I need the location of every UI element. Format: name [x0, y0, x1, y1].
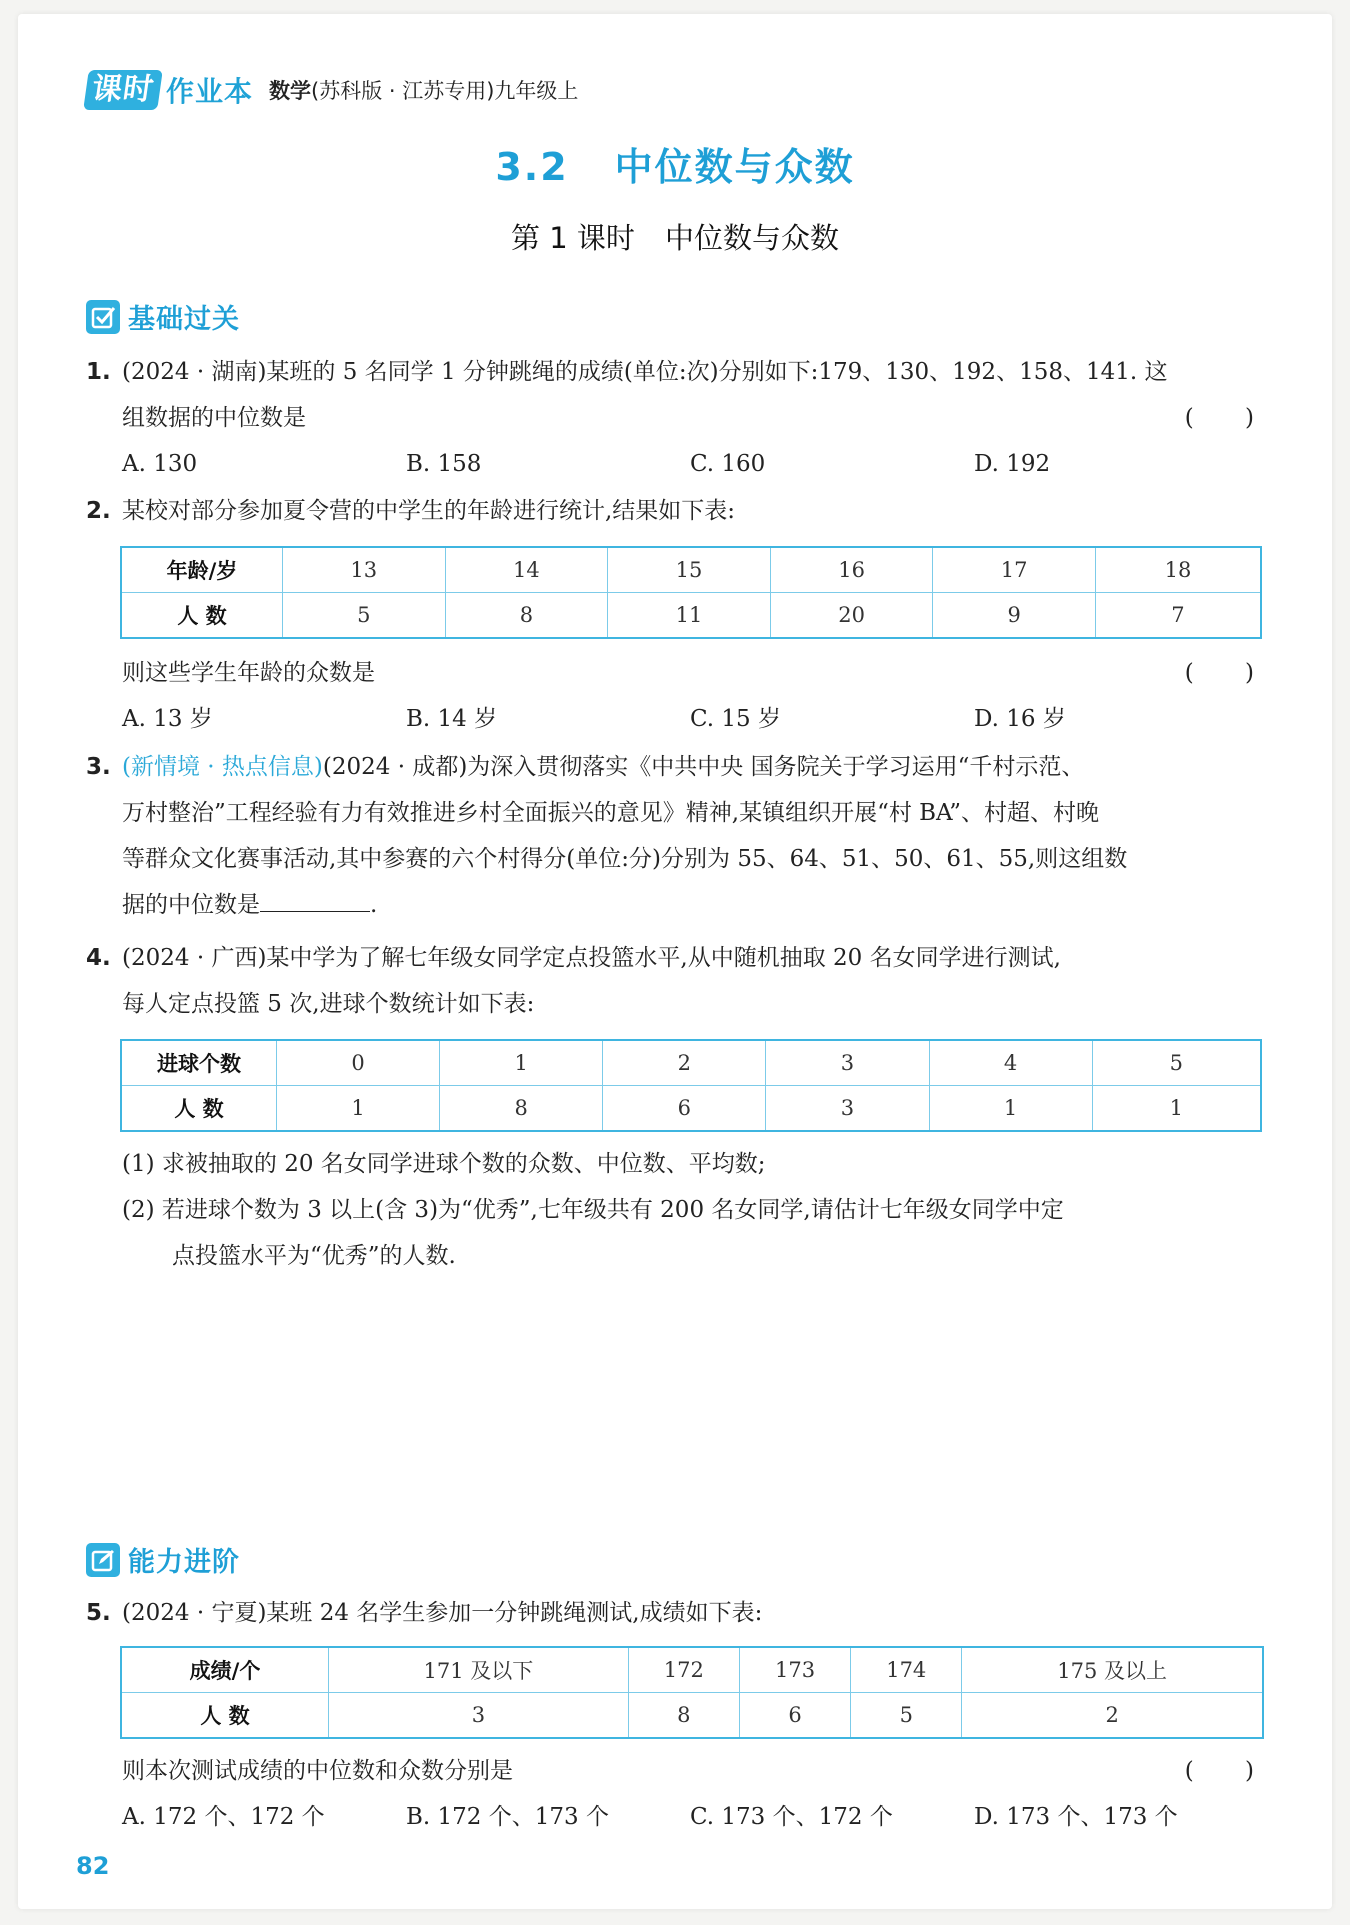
q4-sub1: (1) 求被抽取的 20 名女同学进球个数的众数、中位数、平均数; — [122, 1151, 766, 1177]
table-cell: 2 — [962, 1693, 1263, 1739]
q2-number: 2. — [86, 498, 111, 524]
q4-table-head-count: 人 数 — [121, 1086, 277, 1132]
q2-ask: 则这些学生年龄的众数是 — [122, 660, 375, 686]
q4-answer-area[interactable] — [120, 1290, 1260, 1530]
table-cell: 3 — [329, 1693, 629, 1739]
table-cell: 172 — [628, 1647, 739, 1693]
section-name: 中位数与众数 — [614, 145, 855, 189]
q5-stem: (2024 · 宁夏)某班 24 名学生参加一分钟跳绳测试,成绩如下表: — [122, 1600, 763, 1626]
table-cell: 6 — [739, 1693, 850, 1739]
q3-number: 3. — [86, 754, 111, 780]
table-cell: 8 — [445, 593, 608, 639]
q5-option-d[interactable]: D. 173 个、173 个 — [974, 1804, 1178, 1830]
q3-tag: (新情境 · 热点信息) — [122, 754, 323, 780]
q5-table-head-count: 人 数 — [121, 1693, 329, 1739]
question-2 — [86, 488, 1266, 534]
table-cell: 0 — [277, 1040, 440, 1086]
q2-option-d[interactable]: D. 16 岁 — [974, 706, 1066, 732]
table-cell: 7 — [1095, 593, 1261, 639]
checkbox-icon — [86, 300, 120, 334]
question-3 — [86, 744, 1266, 928]
table-cell: 1 — [929, 1086, 1092, 1132]
table-cell: 1 — [440, 1040, 603, 1086]
section-number: 3.2 — [495, 145, 569, 189]
q5-answer-paren[interactable]: ( ) — [1184, 1758, 1276, 1784]
table-cell: 5 — [851, 1693, 962, 1739]
q2-answer-paren[interactable]: ( ) — [1184, 660, 1276, 686]
table-cell: 20 — [770, 593, 933, 639]
table-cell: 8 — [440, 1086, 603, 1132]
logo: 课时 — [83, 70, 163, 110]
question-5-ask — [86, 1748, 1276, 1840]
q3-end: . — [370, 892, 378, 918]
q4-sub2-line1: (2) 若进球个数为 3 以上(含 3)为“优秀”,七年级共有 200 名女同学,请估计七年级女同学中定 — [122, 1197, 1064, 1223]
subject: 数学 — [269, 79, 312, 103]
part-advanced-label: 能力进阶 — [128, 1547, 240, 1578]
table-cell: 13 — [283, 547, 446, 593]
q1-option-a[interactable]: A. 130 — [122, 451, 198, 477]
q2-option-c[interactable]: C. 15 岁 — [690, 706, 781, 732]
q3-line1: (2024 · 成都)为深入贯彻落实《中共中央 国务院关于学习运用“千村示范、 — [322, 754, 1085, 780]
table-cell: 174 — [851, 1647, 962, 1693]
table-cell: 11 — [608, 593, 771, 639]
logo-text: 作业本 — [166, 75, 254, 108]
table-cell: 2 — [603, 1040, 766, 1086]
q5-option-b[interactable]: B. 172 个、173 个 — [406, 1804, 609, 1830]
book-info — [269, 75, 578, 105]
edition: (苏科版 · 江苏专用)九年级上 — [311, 79, 579, 103]
part-advanced-head — [86, 1540, 240, 1579]
q5-ask: 则本次测试成绩的中位数和众数分别是 — [122, 1758, 513, 1784]
q3-line3: 等群众文化赛事活动,其中参赛的六个村得分(单位:分)分别为 55、64、51、50、61、55,则这组数 — [122, 846, 1128, 872]
table-cell: 3 — [766, 1040, 929, 1086]
question-5 — [86, 1590, 1266, 1636]
lesson-number: 第 1 课时 — [511, 221, 635, 255]
q5-number: 5. — [86, 1600, 111, 1626]
q1-answer-paren[interactable]: ( ) — [1184, 405, 1276, 431]
q4-subquestions — [122, 1141, 1272, 1279]
q2-table — [120, 546, 1262, 639]
q4-table — [120, 1039, 1262, 1132]
table-row — [121, 593, 1261, 639]
lesson-name: 中位数与众数 — [664, 221, 839, 255]
pencil-icon — [86, 1543, 120, 1577]
q1-line1: (2024 · 湖南)某班的 5 名同学 1 分钟跳绳的成绩(单位:次)分别如下:179、130、192、158、141. 这 — [122, 359, 1168, 385]
section-title — [0, 136, 1350, 191]
table-cell: 9 — [933, 593, 1096, 639]
table-cell: 3 — [766, 1086, 929, 1132]
table-cell: 1 — [277, 1086, 440, 1132]
q2-option-a[interactable]: A. 13 岁 — [122, 706, 213, 732]
part-basic-label: 基础过关 — [128, 304, 240, 335]
q1-option-c[interactable]: C. 160 — [690, 451, 766, 477]
q1-option-b[interactable]: B. 158 — [406, 451, 482, 477]
q4-sub2-line2: 点投篮水平为“优秀”的人数. — [172, 1243, 456, 1269]
table-cell: 16 — [770, 547, 933, 593]
table-row — [121, 1086, 1261, 1132]
q4-line1: (2024 · 广西)某中学为了解七年级女同学定点投篮水平,从中随机抽取 20 名女同学进行测试, — [122, 945, 1061, 971]
question-2-ask — [86, 650, 1276, 742]
q5-table — [120, 1646, 1264, 1739]
lesson-title — [0, 216, 1350, 257]
q2-stem: 某校对部分参加夏令营的中学生的年龄进行统计,结果如下表: — [122, 498, 736, 524]
q3-answer-blank[interactable] — [260, 889, 370, 912]
q1-line2: 组数据的中位数是 — [122, 405, 306, 431]
question-1 — [86, 349, 1276, 487]
table-cell: 5 — [283, 593, 446, 639]
page-number: 82 — [76, 1852, 110, 1880]
table-cell: 175 及以上 — [962, 1647, 1263, 1693]
table-cell: 1 — [1092, 1086, 1261, 1132]
table-cell: 8 — [628, 1693, 739, 1739]
part-basic-head — [86, 297, 240, 336]
q2-option-b[interactable]: B. 14 岁 — [406, 706, 498, 732]
table-cell: 171 及以下 — [329, 1647, 629, 1693]
q2-table-head-age: 年龄/岁 — [121, 547, 283, 593]
book-header — [86, 70, 578, 110]
table-cell: 15 — [608, 547, 771, 593]
q3-line4: 据的中位数是 — [122, 892, 260, 918]
q4-table-head-goals: 进球个数 — [121, 1040, 277, 1086]
table-row — [121, 1647, 1263, 1693]
q4-number: 4. — [86, 945, 111, 971]
q1-option-d[interactable]: D. 192 — [974, 451, 1051, 477]
q1-number: 1. — [86, 359, 111, 385]
q5-option-a[interactable]: A. 172 个、172 个 — [122, 1804, 325, 1830]
q2-table-head-count: 人 数 — [121, 593, 283, 639]
table-row — [121, 547, 1261, 593]
q5-table-head-score: 成绩/个 — [121, 1647, 329, 1693]
table-cell: 5 — [1092, 1040, 1261, 1086]
table-row — [121, 1040, 1261, 1086]
q4-line2: 每人定点投篮 5 次,进球个数统计如下表: — [122, 991, 535, 1017]
q5-option-c[interactable]: C. 173 个、172 个 — [690, 1804, 893, 1830]
table-cell: 6 — [603, 1086, 766, 1132]
question-4 — [86, 935, 1266, 1027]
table-cell: 4 — [929, 1040, 1092, 1086]
table-cell: 14 — [445, 547, 608, 593]
table-cell: 173 — [739, 1647, 850, 1693]
table-cell: 18 — [1095, 547, 1261, 593]
q3-line2: 万村整治”工程经验有力有效推进乡村全面振兴的意见》精神,某镇组织开展“村 BA”、村超、村晚 — [122, 800, 1100, 826]
table-cell: 17 — [933, 547, 1096, 593]
table-row — [121, 1693, 1263, 1739]
